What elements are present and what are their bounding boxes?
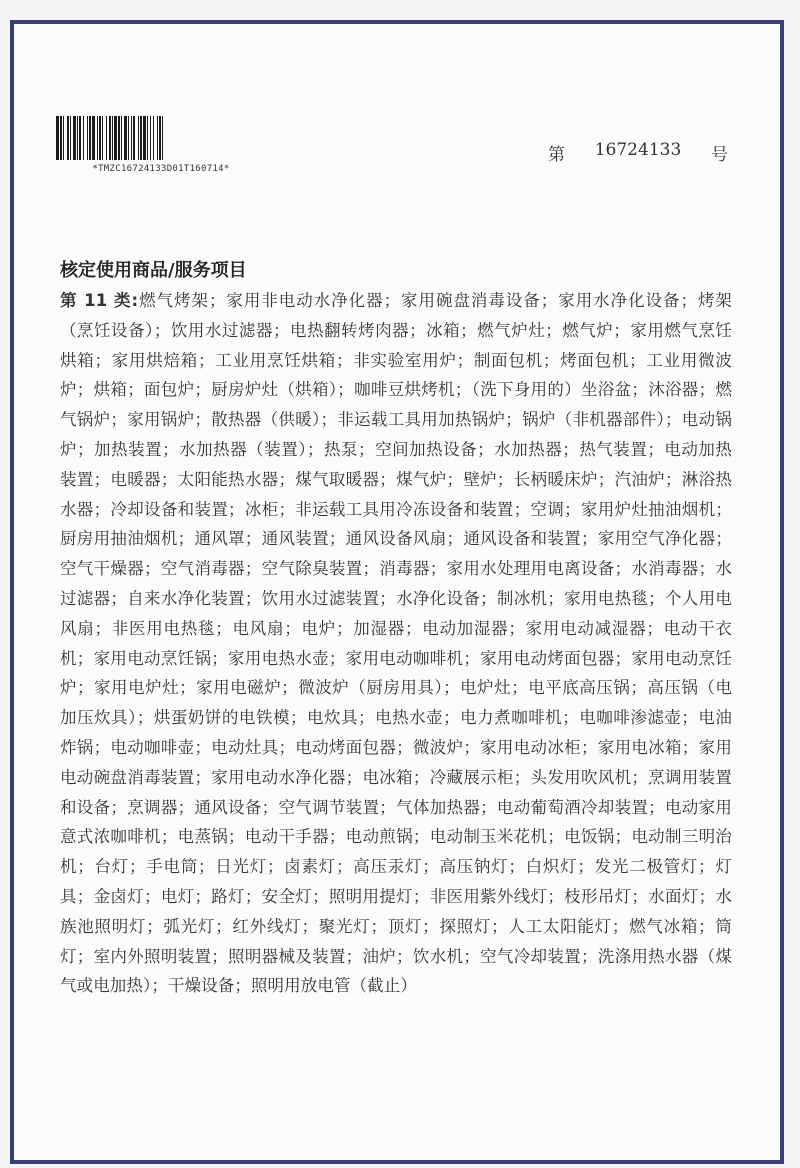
goods-list	[60, 286, 732, 1001]
number-suffix: 号	[711, 145, 728, 165]
section-title: 核定使用商品/服务项目	[60, 260, 247, 281]
registration-number	[548, 140, 728, 165]
class-label: 第 11 类:	[60, 291, 139, 310]
barcode-caption: *TMZC16724133D01T160714*	[92, 164, 230, 174]
number-value: 16724133	[594, 140, 682, 160]
number-prefix: 第	[548, 145, 565, 165]
barcode-bar	[163, 116, 166, 160]
goods-text: 燃气烤架；家用非电动水净化器；家用碗盘消毒设备；家用水净化设备；烤架（烹饪设备）；饮用水过滤器；电热翻转烤肉器；冰箱；燃气炉灶；燃气炉；家用燃气烹饪烘箱；家用烘焙箱；工业用烹饪烘箱；非实验室用炉；制面包机；烤面包机；工业用微波炉；烘箱；面包炉；厨房炉灶（烘箱）；咖啡豆烘烤机；（洗下身用的）坐浴盆；沐浴器；燃气锅炉；家用锅炉；散热器（供暖）；非运载工具用加热锅炉；锅炉（非机器部件）；电动锅炉；加热装置；水加热器（装置）；热泵；空间加热设备；水加热器；热气装置；电动加热装置；电暖器；太阳能热水器；煤气取暖器；煤气炉；壁炉；长柄暖床炉；汽油炉；淋浴热水器；冷却设备和装置；冰柜；非运载工具用冷冻设备和装置；空调；家用炉灶抽油烟机；厨房用抽油烟机；通风罩；通风装置；通风设备风扇；通风设备和装置；家用空气净化器；空气干燥器；空气消毒器；空气除臭装置；消毒器；家用水处理用电离设备；水消毒器；水过滤器；自来水净化装置；饮用水过滤装置；水净化设备；制冰机；家用电热毯；个人用电风扇；非医用电热毯；电风扇；电炉；加湿器；电动加湿器；家用电动减湿器；电动干衣机；家用电动烹饪锅；家用电热水壶；家用电动咖啡机；家用电动烤面包器；家用电动烹饪炉；家用电炉灶；家用电磁炉；微波炉（厨房用具）；电炉灶；电平底高压锅；高压锅（电加压炊具）；烘蛋奶饼的电铁模；电炊具；电热水壶；电力煮咖啡机；电咖啡渗滤壶；电油炸锅；电动咖啡壶；电动灶具；电动烤面包器；微波炉；家用电动冰柜；家用电冰箱；家用电动碗盘消毒装置；家用电动水净化器；电冰箱；冷藏展示柜；头发用吹风机；烹调用装置和设备；烹调器；通风设备；空气调节装置；气体加热器；电动葡萄酒冷却装置；电动家用意式浓咖啡机；电蒸锅；电动干手器；电动煎锅；电动制玉米花机；电饭锅；电动制三明治机；台灯；手电筒；日光灯；卤素灯；高压汞灯；高压钠灯；白炽灯；发光二极管灯；灯具；金卤灯；电灯；路灯；安全灯；照明用提灯；非医用紫外线灯；枝形吊灯；水面灯；水族池照明灯；弧光灯；红外线灯；聚光灯；顶灯；探照灯；人工太阳能灯；燃气冰箱；筒灯；室内外照明装置；照明器械及装置；油炉；饮水机；空气冷却装置；洗涤用热水器（煤气或电加热）；干燥设备；照明用放电管（截止）	[60, 291, 733, 996]
barcode	[56, 116, 266, 174]
barcode-bars	[56, 116, 266, 160]
